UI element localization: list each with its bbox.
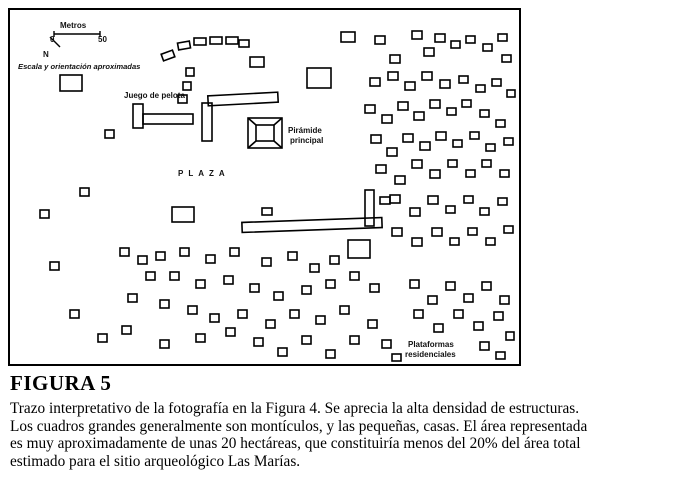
structure-outline [446, 282, 455, 290]
structure-outline [466, 36, 475, 43]
structure-outline [422, 72, 432, 80]
structure-outline [330, 256, 339, 264]
structure-outline [500, 170, 509, 177]
structure-outline [476, 85, 485, 92]
structure-outline [371, 135, 381, 143]
structure-outline [183, 82, 191, 90]
structure-outline [310, 264, 319, 272]
structure-outline [202, 103, 212, 141]
north-label: N [43, 50, 49, 59]
structure-outline [436, 132, 446, 140]
structure-outline [486, 238, 495, 245]
structure-outline [350, 272, 359, 280]
structure-outline [316, 316, 325, 324]
structure-outline [504, 138, 513, 145]
structure-outline [70, 310, 79, 318]
caption-line: es muy aproximadamente de unas 20 hectáreas, que constituiría menos del 20% del área total [10, 435, 581, 452]
structure-outline [470, 132, 479, 139]
structure-outline [382, 340, 391, 348]
structure-outline [370, 78, 380, 86]
structure-outline [365, 105, 375, 113]
structure-outline [128, 294, 137, 302]
structure-outline [502, 55, 511, 62]
structure-outline [60, 75, 82, 91]
structure-outline [170, 272, 179, 280]
structure-outline [210, 314, 219, 322]
structure-outline [98, 334, 107, 342]
structure-outline [50, 262, 59, 270]
structure-outline [375, 36, 385, 44]
structure-outline [80, 188, 89, 196]
structure-outline [390, 55, 400, 63]
structures-layer [40, 31, 515, 361]
structure-outline [133, 104, 143, 128]
structure-outline [451, 41, 460, 48]
structure-outline [40, 210, 49, 218]
structure-outline [434, 324, 443, 332]
structure-outline [424, 48, 434, 56]
structure-outline [376, 165, 386, 173]
structure-outline [365, 190, 374, 226]
structure-outline [250, 57, 264, 67]
figure-title: FIGURA 5 [10, 371, 112, 395]
scale-note: Escala y orientación aproximadas [18, 62, 141, 71]
structure-outline [450, 238, 459, 245]
caption-line: estimado para el sitio arqueológico Las Marías. [10, 452, 301, 470]
structure-outline [468, 228, 477, 235]
structure-outline [302, 286, 311, 294]
scale-start: 0 [50, 35, 55, 44]
main-pyramid-icon [248, 118, 282, 148]
structure-outline [430, 100, 440, 108]
structure-outline [446, 206, 455, 213]
structure-outline [186, 68, 194, 76]
structure-outline [496, 352, 505, 359]
caption-line: Trazo interpretativo de la fotografía en la Figura 4. Se aprecia la alta densidad de estructuras. [10, 400, 580, 417]
structure-outline [403, 134, 413, 142]
structure-outline [290, 310, 299, 318]
structure-outline [262, 258, 271, 266]
site-map [8, 8, 521, 366]
structure-outline [254, 338, 263, 346]
structure-outline [278, 348, 287, 356]
structure-outline [466, 170, 475, 177]
structure-outline [172, 207, 194, 222]
structure-outline [180, 248, 189, 256]
structure-outline [226, 328, 235, 336]
structure-outline [326, 350, 335, 358]
structure-outline [340, 306, 349, 314]
structure-outline [480, 208, 489, 215]
structure-outline [454, 310, 463, 318]
structure-outline [453, 140, 462, 147]
structure-outline [143, 114, 193, 124]
structure-outline [474, 322, 483, 330]
structure-outline [138, 256, 147, 264]
structure-outline [350, 336, 359, 344]
structure-outline [224, 276, 233, 284]
structure-outline [412, 160, 422, 168]
scale-end: 50 [98, 35, 107, 44]
structure-outline [239, 40, 249, 47]
structure-outline [496, 120, 505, 127]
structure-outline [348, 240, 370, 258]
structure-outline [464, 294, 473, 302]
structure-outline [266, 320, 275, 328]
plaza-label: PLAZA [178, 169, 230, 178]
structure-outline [161, 50, 175, 61]
pyramid-label-line2: principal [290, 136, 324, 145]
structure-outline [410, 280, 419, 288]
structure-outline [440, 80, 450, 88]
structure-outline [380, 197, 390, 204]
structure-outline [483, 44, 492, 51]
caption-line: Los cuadros grandes generalmente son montículos, y las pequeñas, casas. El área representada [10, 417, 588, 435]
structure-outline [480, 342, 489, 350]
structure-outline [500, 296, 509, 304]
structure-outline [480, 110, 489, 117]
structure-outline [492, 79, 501, 86]
structure-outline [507, 90, 515, 97]
structure-outline [486, 144, 495, 151]
structure-outline [504, 226, 513, 233]
structure-outline [196, 280, 205, 288]
structure-outline [392, 354, 401, 361]
structure-outline [122, 326, 131, 334]
structure-outline [412, 238, 422, 246]
structure-outline [194, 38, 206, 45]
structure-outline [464, 196, 473, 203]
ball-court-label: Juego de pelota [124, 91, 185, 100]
structure-outline [498, 198, 507, 205]
structure-outline [506, 332, 514, 340]
structure-outline [459, 76, 468, 83]
structure-outline [160, 300, 169, 308]
structure-outline [435, 34, 445, 42]
structure-outline [341, 32, 355, 42]
scale-title: Metros [60, 21, 87, 30]
structure-outline [414, 112, 424, 120]
structure-outline [498, 34, 507, 41]
structure-outline [156, 252, 165, 260]
structure-outline [390, 195, 400, 203]
platforms-label-line1: Plataformas [408, 340, 454, 349]
structure-outline [274, 292, 283, 300]
structure-outline [226, 37, 238, 44]
structure-outline [482, 160, 491, 167]
structure-outline [494, 312, 503, 320]
structure-outline [206, 255, 215, 263]
structure-outline [387, 148, 397, 156]
structure-outline [405, 82, 415, 90]
structure-outline [398, 102, 408, 110]
structure-outline [196, 334, 205, 342]
structure-outline [238, 310, 247, 318]
structure-outline [146, 272, 155, 280]
figure-caption [10, 400, 690, 470]
structure-outline [462, 100, 471, 107]
structure-outline [414, 310, 423, 318]
structure-outline [370, 284, 379, 292]
structure-outline [412, 31, 422, 39]
structure-outline [447, 108, 456, 115]
structure-outline [307, 68, 331, 88]
structure-outline [302, 336, 311, 344]
structure-outline [482, 282, 491, 290]
pyramid-label-line1: Pirámide [288, 126, 322, 135]
structure-outline [368, 320, 377, 328]
structure-outline [188, 306, 197, 314]
structure-outline [428, 196, 438, 204]
structure-outline [242, 218, 382, 233]
structure-outline [448, 160, 457, 167]
structure-outline [250, 284, 259, 292]
structure-outline [288, 252, 297, 260]
structure-outline [410, 208, 420, 216]
structure-outline [262, 208, 272, 215]
structure-outline [105, 130, 114, 138]
structure-outline [388, 72, 398, 80]
structure-outline [210, 37, 222, 44]
structure-outline [420, 142, 430, 150]
structure-outline [432, 228, 442, 236]
structure-outline [382, 115, 392, 123]
structure-outline [208, 92, 278, 106]
structure-outline [430, 170, 440, 178]
structure-outline [428, 296, 437, 304]
scale-bar [50, 31, 100, 47]
structure-outline [120, 248, 129, 256]
structure-outline [160, 340, 169, 348]
structure-outline [326, 280, 335, 288]
structure-outline [177, 41, 190, 50]
structure-outline [230, 248, 239, 256]
structure-outline [392, 228, 402, 236]
platforms-label-line2: residenciales [405, 350, 456, 359]
structure-outline [395, 176, 405, 184]
